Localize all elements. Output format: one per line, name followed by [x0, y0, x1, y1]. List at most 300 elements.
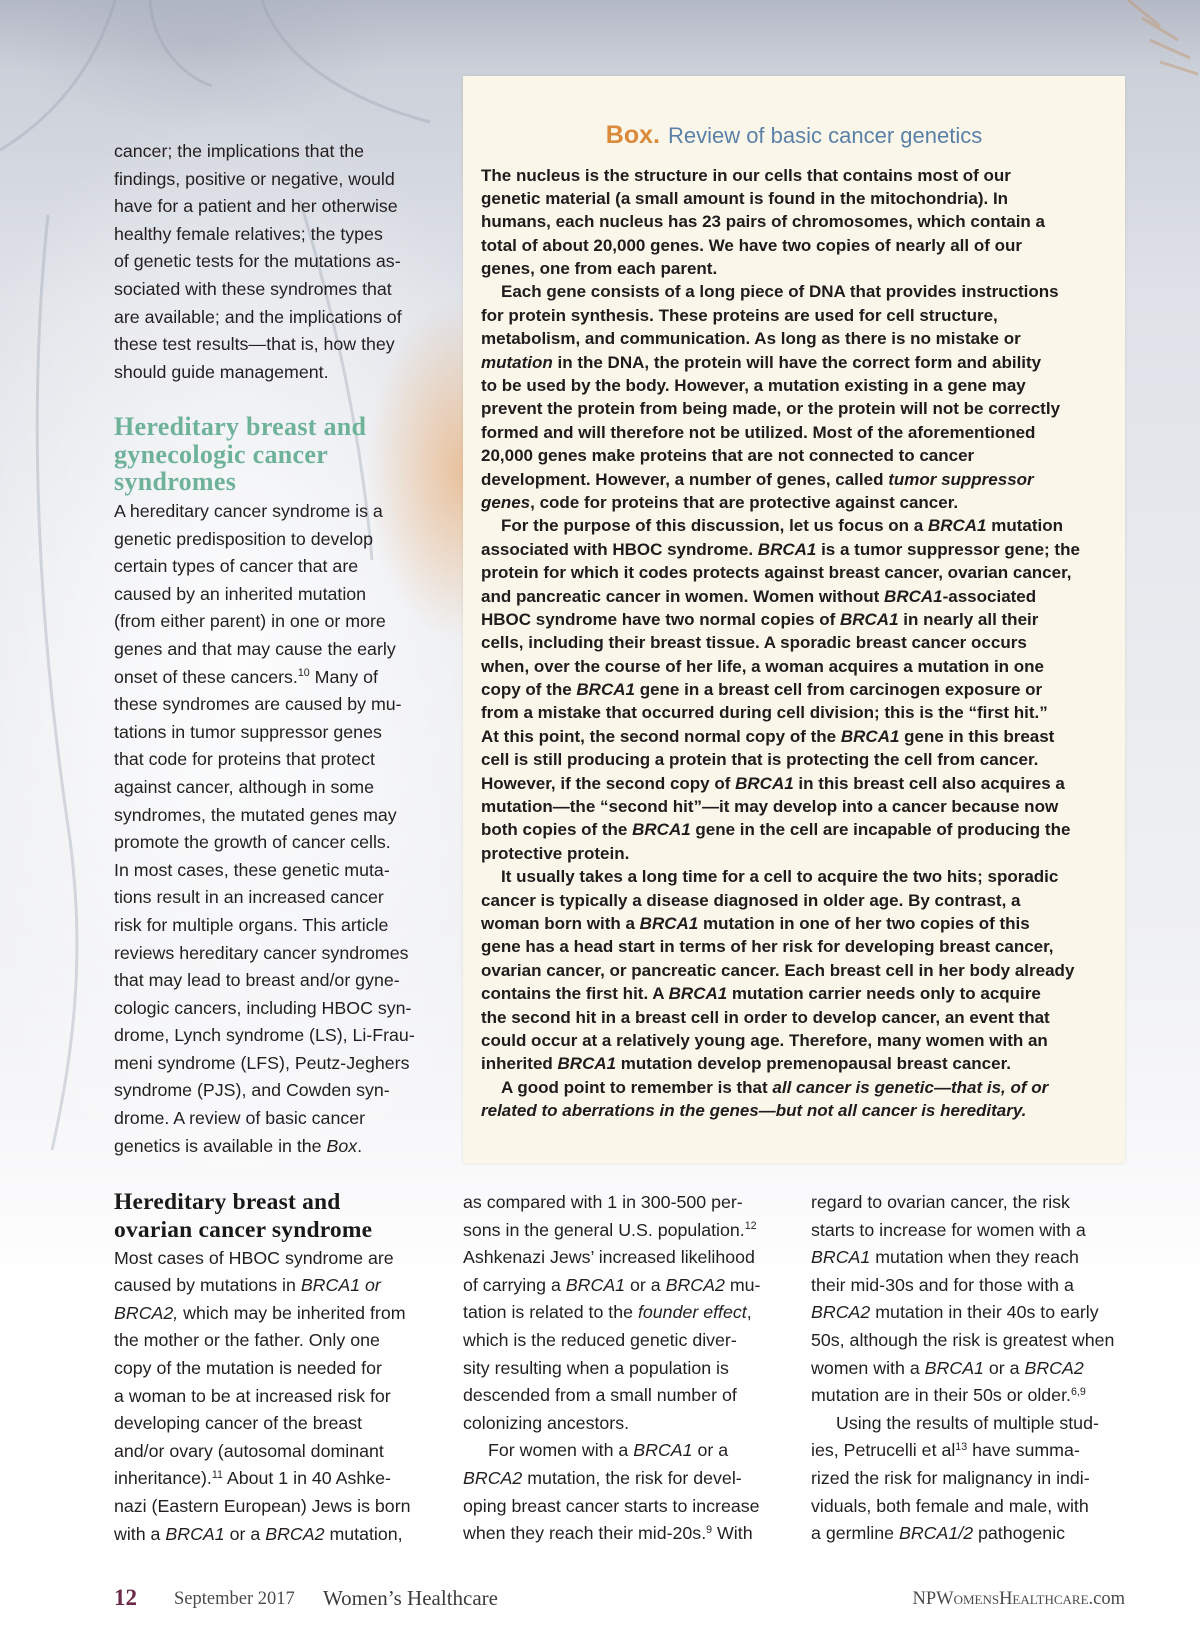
italic-term: BRCA2 — [1024, 1357, 1084, 1378]
text-run: total of about 20,000 genes. We have two copies of nearly all of our — [481, 235, 1022, 255]
text-line — [114, 1438, 444, 1466]
text-run: mutation develop premenopausal breast cancer. — [616, 1054, 1011, 1074]
text-run: protective protein. — [481, 843, 630, 863]
intro-paragraph — [114, 138, 434, 386]
website-name: NPWomensHealthcare — [912, 1589, 1089, 1609]
text-line — [481, 725, 1111, 748]
text-line — [481, 1029, 1111, 1052]
text-line — [114, 995, 434, 1023]
text-run: is a tumor suppressor gene; the — [816, 539, 1080, 559]
text-line — [114, 857, 434, 885]
text-line — [463, 1272, 793, 1300]
text-run: certain types of cancer that are — [114, 556, 359, 577]
text-line — [114, 664, 434, 692]
text-run: Using the results of multiple stud- — [836, 1412, 1099, 1433]
text-line — [114, 1105, 434, 1133]
heading-line: syndromes — [114, 467, 237, 497]
text-run: descended from a small number of — [463, 1385, 737, 1406]
text-run: viduals, both female and male, with — [811, 1495, 1089, 1516]
text-line — [463, 1355, 793, 1383]
text-line — [481, 795, 1111, 818]
heading-line: Hereditary breast and — [114, 412, 367, 441]
page-footer — [0, 1585, 1200, 1611]
italic-term: BRCA2 — [811, 1302, 871, 1323]
italic-term: BRCA1 — [924, 1357, 984, 1378]
text-line — [114, 774, 434, 802]
text-run: development. However, a number of genes, called — [481, 469, 889, 489]
text-run: oping breast cancer starts to increase — [463, 1495, 760, 1516]
text-line — [114, 1022, 434, 1050]
box-title — [463, 121, 1125, 149]
text-line — [811, 1493, 1141, 1521]
text-run: that may lead to breast and/or gyne- — [114, 970, 400, 991]
text-run: with a — [114, 1523, 166, 1544]
italic-term: BRCA1 — [840, 726, 900, 746]
text-run: their mid-30s and for those with a — [811, 1274, 1074, 1295]
text-run: ovarian cancer, or pancreatic cancer. Each breast cell in her body already — [481, 960, 1075, 980]
text-run: a woman to be at increased risk for — [114, 1385, 391, 1406]
text-line — [481, 818, 1111, 841]
italic-term: tumor suppressor — [888, 469, 1034, 489]
text-run: gene in a breast cell from carcinogen exposure or — [634, 680, 1043, 700]
text-run: nazi (Eastern European) Jews is born — [114, 1496, 411, 1517]
heading-hboc-syndrome — [114, 1189, 372, 1244]
text-run: For the purpose of this discussion, let us focus on a — [501, 516, 928, 536]
text-run: drome, Lynch syndrome (LS), Li-Frau- — [114, 1025, 415, 1046]
text-run: genes, one from each parent. — [481, 259, 718, 279]
text-line — [114, 1521, 444, 1549]
text-line — [481, 468, 1111, 491]
box-title-text: Review of basic cancer genetics — [667, 123, 983, 148]
syndromes-paragraph — [114, 498, 434, 1160]
text-line — [481, 678, 1111, 701]
text-run: sons in the general U.S. population. — [463, 1219, 745, 1240]
text-run: cologic cancers, including HBOC syn- — [114, 997, 412, 1018]
text-run: a germline — [811, 1523, 899, 1544]
heading-hereditary-gynecologic-syndromes — [114, 413, 366, 496]
italic-term: BRCA1 — [576, 680, 635, 700]
text-run: mutation are in their 50s or older. — [811, 1385, 1071, 1406]
text-run: in nearly all their — [898, 609, 1039, 629]
text-line — [114, 691, 434, 719]
text-line — [811, 1465, 1141, 1493]
text-run: or a — [224, 1523, 266, 1544]
text-line — [481, 444, 1111, 467]
text-line — [114, 1300, 444, 1328]
text-run: women with a — [811, 1357, 925, 1378]
heading-line: Hereditary breast and — [114, 1189, 341, 1215]
text-line — [481, 865, 1111, 888]
text-run: protein for which it codes protects against breast cancer, ovarian cancer, — [481, 563, 1072, 583]
text-run: rized the risk for malignancy in indi- — [811, 1467, 1090, 1488]
text-line — [811, 1382, 1141, 1410]
heading-line: gynecologic cancer — [114, 439, 329, 469]
text-run: meni syndrome (LFS), Peutz-Jeghers — [114, 1052, 410, 1073]
text-run: (from either parent) in one or more — [114, 611, 386, 632]
reference-superscript: 10 — [297, 667, 310, 680]
page-number: 12 — [114, 1585, 137, 1610]
text-line — [481, 491, 1111, 514]
italic-term: founder effect — [637, 1302, 747, 1323]
text-line — [481, 959, 1111, 982]
text-line — [114, 1245, 444, 1273]
text-line — [811, 1217, 1141, 1245]
text-run: metabolism, and communication. As long as there is no mistake or — [481, 329, 1021, 349]
italic-term: BRCA2 — [463, 1467, 523, 1488]
text-run: cell is still producing a protein that is protecting the cell from cancer. — [481, 750, 1039, 770]
text-run: or a — [692, 1440, 729, 1461]
text-run: mutation, — [324, 1523, 403, 1544]
text-line — [114, 359, 434, 387]
text-run: sociated with these syndromes that — [114, 278, 392, 299]
text-run: of genetic tests for the mutations as- — [114, 251, 401, 272]
text-line — [481, 982, 1111, 1005]
heading-line: ovarian cancer syndrome — [114, 1216, 373, 1243]
italic-term: BRCA1 — [165, 1523, 225, 1544]
text-run: promote the growth of cancer cells. — [114, 832, 391, 853]
italic-term: BRCA1 — [639, 914, 699, 933]
text-run: in this breast cell also acquires a — [793, 773, 1065, 793]
text-run: regard to ovarian cancer, the risk — [811, 1192, 1070, 1212]
text-run: woman born with a — [481, 914, 640, 933]
text-run: could occur at a relatively young age. Therefore, many women with an — [481, 1030, 1048, 1050]
text-line — [463, 1437, 793, 1465]
text-run: developing cancer of the breast — [114, 1413, 363, 1434]
text-line — [481, 374, 1111, 397]
text-run: contains the first hit. A — [481, 984, 669, 1004]
text-line — [463, 1410, 793, 1438]
sidebar-box-cancer-genetics — [463, 76, 1125, 1163]
text-line — [114, 1493, 444, 1521]
text-run: cancer; the implications that the — [114, 141, 365, 161]
italic-term: related to aberrations in the genes—but not all cancer is hereditary. — [481, 1101, 1027, 1121]
text-run: , — [746, 1302, 752, 1323]
text-run: syndrome (PJS), and Cowden syn- — [114, 1080, 390, 1101]
text-run: that code for proteins that protect — [114, 749, 375, 770]
text-line — [114, 498, 434, 526]
text-run: gene has a head start in terms of her risk for developing breast cancer, — [481, 937, 1054, 957]
text-run: prevent the protein from being made, or the protein will not be correctly — [481, 399, 1061, 419]
italic-term: BRCA1 — [839, 609, 899, 629]
text-run: inheritance). — [114, 1468, 212, 1489]
italic-term: BRCA1 — [633, 1440, 693, 1461]
text-run: against cancer, although in some — [114, 776, 374, 797]
text-run: A good point to remember is that — [501, 1077, 773, 1097]
text-line — [114, 1272, 444, 1300]
reference-superscript: 9 — [706, 1523, 713, 1536]
text-run: 50s, although the risk is greatest when — [811, 1329, 1115, 1350]
text-line — [811, 1189, 1141, 1217]
reference-superscript: 12 — [744, 1220, 757, 1233]
text-run: About 1 in 40 Ashke- — [222, 1468, 391, 1489]
text-run: tations in tumor suppressor genes — [114, 721, 382, 742]
text-line — [114, 719, 434, 747]
text-run: genetic material (a small amount is found in the mitochondria). In — [481, 188, 1009, 208]
italic-term: BRCA1 or — [300, 1275, 381, 1296]
text-run: Many of — [309, 666, 378, 687]
text-line — [463, 1520, 793, 1548]
text-line — [114, 138, 434, 166]
text-run: in the DNA, the protein will have the correct form and ability — [552, 352, 1042, 372]
text-line — [481, 164, 1111, 187]
text-run: these test results—that is, how they — [114, 334, 395, 355]
text-line — [481, 538, 1111, 561]
text-line — [114, 221, 434, 249]
text-run: sity resulting when a population is — [463, 1357, 729, 1378]
text-line — [114, 1077, 434, 1105]
text-run: the mother or the father. Only one — [114, 1330, 380, 1351]
text-run: and/or ovary (autosomal dominant — [114, 1440, 384, 1461]
column-1-text — [114, 1245, 444, 1549]
text-line — [463, 1465, 793, 1493]
text-line — [114, 802, 434, 830]
text-line — [114, 967, 434, 995]
text-line — [481, 772, 1111, 795]
text-run: syndromes, the mutated genes may — [114, 804, 397, 825]
text-line — [481, 842, 1111, 865]
text-run: genetics is available in the — [114, 1135, 327, 1156]
text-line — [114, 636, 434, 664]
italic-term: BRCA1 — [811, 1247, 871, 1268]
text-run: inherited — [481, 1054, 558, 1074]
text-line — [114, 331, 434, 359]
text-run: mutation when they reach — [870, 1247, 1079, 1268]
text-line — [811, 1410, 1141, 1438]
text-run: have summa- — [967, 1440, 1080, 1461]
italic-term: Box — [326, 1135, 358, 1156]
text-line — [481, 514, 1111, 537]
text-run: as compared with 1 in 300-500 per- — [463, 1192, 743, 1212]
text-line — [481, 748, 1111, 771]
text-run: tation is related to the — [463, 1302, 638, 1323]
italic-term: BRCA1 — [927, 516, 987, 536]
text-line — [481, 935, 1111, 958]
text-line — [811, 1272, 1141, 1300]
text-line — [114, 746, 434, 774]
text-run: The nucleus is the structure in our cells that contains most of our — [481, 165, 1011, 185]
italic-term: mutation — [481, 352, 553, 372]
text-run: A hereditary cancer syndrome is a — [114, 501, 383, 521]
text-run: onset of these cancers. — [114, 666, 298, 687]
reference-superscript: 11 — [211, 1469, 223, 1482]
text-line — [811, 1520, 1141, 1548]
text-run: mu- — [724, 1274, 761, 1295]
text-line — [114, 304, 434, 332]
text-line — [114, 166, 434, 194]
italic-term: BRCA1 — [735, 773, 794, 793]
text-line — [481, 655, 1111, 678]
text-line — [463, 1327, 793, 1355]
text-run: . — [357, 1135, 363, 1156]
text-run: mutation in one of her two copies of this — [698, 914, 1030, 933]
text-run: tions result in an increased cancer — [114, 887, 384, 908]
text-line — [481, 327, 1111, 350]
italic-term: BRCA2 — [265, 1523, 325, 1544]
text-run: findings, positive or negative, would — [114, 168, 395, 189]
text-line — [114, 1383, 444, 1411]
issue-date: September 2017 — [174, 1589, 295, 1609]
italic-term: genes — [481, 492, 531, 512]
text-line — [811, 1437, 1141, 1465]
text-run: mutation — [986, 516, 1063, 536]
text-line — [811, 1327, 1141, 1355]
text-run: However, if the second copy of — [481, 773, 736, 793]
italic-term: BRCA2 — [665, 1274, 725, 1295]
text-line — [481, 1006, 1111, 1029]
reference-superscript: 13 — [955, 1440, 968, 1453]
text-run: It usually takes a long time for a cell to acquire the two hits; sporadic — [501, 867, 1059, 887]
text-run: and pancreatic cancer in women. Women without — [481, 586, 885, 606]
text-line — [463, 1299, 793, 1327]
text-run: mutation in their 40s to early — [870, 1302, 1099, 1323]
text-line — [114, 940, 434, 968]
text-line — [114, 193, 434, 221]
text-line — [114, 553, 434, 581]
text-run: caused by an inherited mutation — [114, 583, 367, 604]
text-line — [481, 585, 1111, 608]
text-run: which is the reduced genetic diver- — [463, 1329, 737, 1350]
italic-term: BRCA1 — [557, 1054, 617, 1074]
text-line — [114, 829, 434, 857]
text-run: caused by mutations in — [114, 1275, 301, 1296]
text-run: both copies of the — [481, 820, 633, 840]
italic-term: BRCA1 — [884, 586, 943, 606]
text-run: At this point, the second normal copy of the — [481, 726, 841, 746]
text-line — [481, 351, 1111, 374]
column-3-text — [811, 1189, 1141, 1548]
text-run: these syndromes are caused by mu- — [114, 694, 402, 715]
text-line — [481, 1076, 1111, 1099]
text-line — [114, 1133, 434, 1161]
text-run: from a mistake that occurred during cell division; this is the “first hit.” — [481, 703, 1048, 723]
text-line — [114, 608, 434, 636]
website-address — [912, 1586, 1125, 1612]
text-line — [114, 1355, 444, 1383]
italic-term: BRCA1 — [668, 984, 728, 1004]
text-run: gene in this breast — [899, 726, 1055, 746]
text-run: cancer is typically a disease diagnosed in older age. By contrast, a — [481, 890, 1021, 910]
text-line — [481, 1099, 1111, 1122]
text-line — [114, 276, 434, 304]
text-run: starts to increase for women with a — [811, 1219, 1086, 1240]
text-line — [114, 884, 434, 912]
text-line — [481, 889, 1111, 912]
reference-superscript: 6,9 — [1070, 1385, 1086, 1398]
text-run: Each gene consists of a long piece of DNA that provides instructions — [501, 282, 1059, 302]
text-run: HBOC syndrome have two normal copies of — [481, 609, 840, 629]
text-line — [114, 248, 434, 276]
text-run: when, over the course of her life, a woman acquires a mutation in one — [481, 656, 1045, 676]
text-line — [481, 280, 1111, 303]
text-line — [463, 1244, 793, 1272]
text-line — [114, 581, 434, 609]
box-label: Box. — [605, 121, 660, 149]
text-line — [481, 187, 1111, 210]
text-line — [114, 1410, 444, 1438]
text-run: genetic predisposition to develop — [114, 528, 373, 549]
text-run: Ashkenazi Jews’ increased likelihood — [463, 1247, 755, 1268]
text-line — [481, 701, 1111, 724]
text-run: gene in the cell are incapable of producing the — [690, 820, 1071, 840]
italic-term: BRCA1 — [565, 1274, 626, 1295]
italic-term: BRCA1/2 — [898, 1523, 974, 1544]
text-run: In most cases, these genetic muta- — [114, 859, 390, 880]
text-run: pathogenic — [973, 1523, 1066, 1544]
text-run: are available; and the implications of — [114, 306, 402, 327]
text-line — [811, 1244, 1141, 1272]
text-run: which may be inherited from — [178, 1302, 406, 1323]
text-line — [811, 1355, 1141, 1383]
text-line — [114, 912, 434, 940]
text-line — [481, 561, 1111, 584]
text-run: , code for proteins that are protective against cancer. — [530, 492, 959, 512]
text-run: to be used by the body. However, a mutation existing in a gene may — [481, 376, 1026, 396]
text-run: colonizing ancestors. — [463, 1412, 630, 1433]
text-run: associated with HBOC syndrome. — [481, 539, 758, 559]
text-run: cells, including their breast tissue. A sporadic breast cancer occurs — [481, 633, 1027, 653]
website-suffix: .com — [1088, 1589, 1125, 1609]
box-body-text — [481, 164, 1111, 1123]
text-line — [114, 1050, 434, 1078]
italic-term: BRCA1 — [632, 820, 691, 840]
text-run: when they reach their mid-20s. — [463, 1523, 707, 1544]
italic-term: BRCA2, — [114, 1302, 179, 1323]
text-run: mutation—the “second hit”—it may develop into a cancer because now — [481, 797, 1059, 817]
text-line — [481, 608, 1111, 631]
text-run: -associated — [942, 586, 1037, 606]
text-line — [481, 421, 1111, 444]
text-run: drome. A review of basic cancer — [114, 1108, 366, 1129]
text-line — [481, 210, 1111, 233]
text-line — [114, 1465, 444, 1493]
column-2-text — [463, 1189, 793, 1548]
text-line — [463, 1382, 793, 1410]
text-line — [481, 304, 1111, 327]
text-run: mutation, the risk for devel- — [522, 1467, 742, 1488]
text-line — [481, 397, 1111, 420]
text-run: the second hit in a breast cell in order to develop cancer, an event that — [481, 1007, 1050, 1027]
text-run: ies, Petrucelli et al — [811, 1440, 956, 1461]
text-run: should guide management. — [114, 361, 329, 382]
text-line — [481, 234, 1111, 257]
text-line — [114, 526, 434, 554]
italic-term: all cancer is genetic—that is, of or — [772, 1077, 1049, 1097]
text-run: or a — [983, 1357, 1025, 1378]
text-run: for protein synthesis. These proteins are used for cell structure, — [481, 305, 998, 325]
text-run: risk for multiple organs. This article — [114, 914, 389, 935]
text-run: formed and will therefore not be utilized. Most of the aforementioned — [481, 422, 1036, 442]
text-line — [463, 1217, 793, 1245]
text-run: copy of the mutation is needed for — [114, 1358, 382, 1379]
text-run: copy of the — [481, 680, 577, 700]
text-run: or a — [625, 1274, 666, 1295]
text-run: Most cases of HBOC syndrome are — [114, 1247, 394, 1268]
text-run: 20,000 genes make proteins that are not connected to cancer — [481, 446, 975, 466]
text-line — [481, 1052, 1111, 1075]
text-line — [481, 631, 1111, 654]
text-run: genes and that may cause the early — [114, 638, 396, 659]
text-run: mutation carrier needs only to acquire — [727, 984, 1041, 1004]
text-run: reviews hereditary cancer syndromes — [114, 942, 409, 963]
text-run: With — [712, 1523, 753, 1544]
text-line — [811, 1299, 1141, 1327]
text-run: humans, each nucleus has 23 pairs of chromosomes, which contain a — [481, 212, 1045, 232]
text-run: For women with a — [488, 1440, 634, 1461]
publication-name: Women’s Healthcare — [323, 1586, 498, 1610]
text-line — [481, 912, 1111, 935]
text-line — [114, 1327, 444, 1355]
text-run: of carrying a — [463, 1274, 566, 1295]
